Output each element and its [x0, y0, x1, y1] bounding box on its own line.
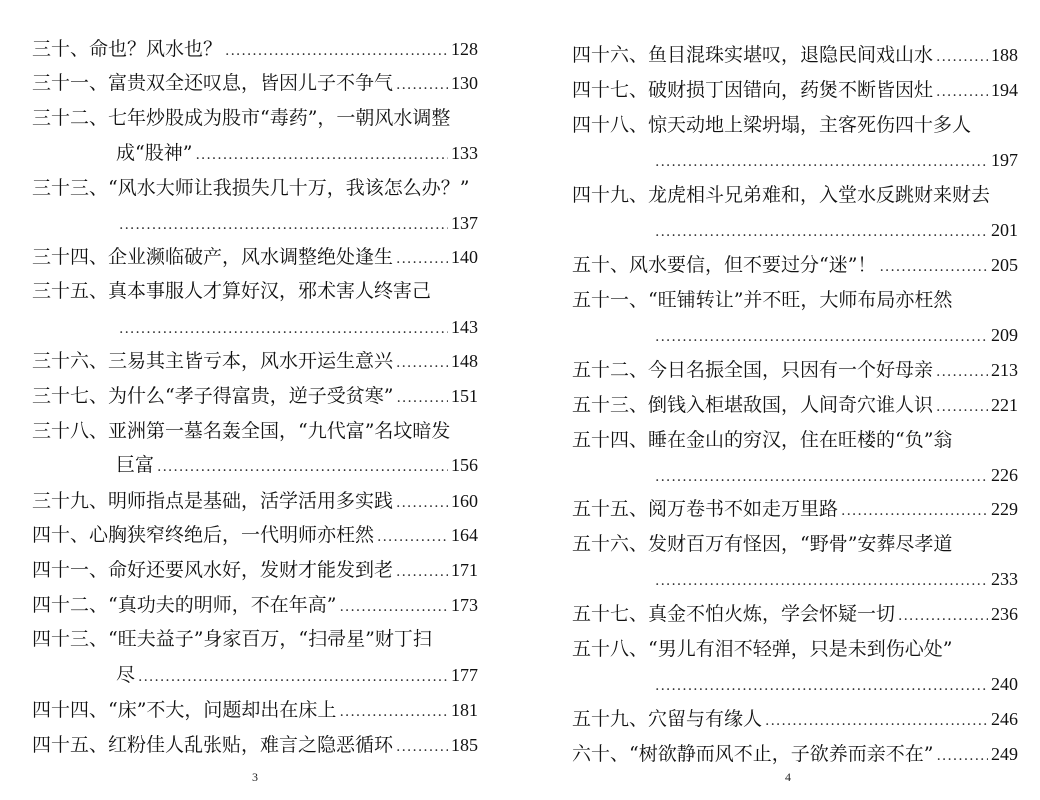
toc-entry-page: 205: [991, 255, 1018, 275]
toc-entry-title: 五十一、“旺铺转让”并不旺，大师布局亦枉然: [572, 289, 953, 311]
toc-entry-title: 四十六、鱼目混珠实堪叹，退隐民间戏山水: [572, 44, 934, 66]
dot-leader: [841, 498, 988, 524]
dot-leader: [655, 219, 988, 245]
toc-entry-title: 三十五、真本事服人才算好汉，邪术害人终害己: [32, 280, 432, 302]
dot-leader: [396, 559, 448, 585]
toc-entry-title: 五十五、阅万卷书不如走万里路: [572, 498, 839, 520]
toc-entry-title: 四十一、命好还要风水好，发财才能发到老: [32, 559, 394, 581]
dot-leader: [138, 664, 448, 690]
page-number-right: 4: [785, 770, 791, 784]
toc-entry-page: 128: [451, 39, 478, 59]
toc-entry-page: 201: [991, 220, 1018, 240]
toc-entry-title: 六十、“树欲静而风不止，子欲养而亲不在”: [572, 743, 934, 765]
dot-leader: [936, 743, 988, 769]
dot-leader: [119, 316, 448, 342]
toc-entry-page: 130: [451, 73, 478, 93]
dot-leader: [936, 79, 988, 105]
dot-leader: [339, 699, 448, 725]
dot-leader: [655, 464, 988, 490]
toc-entry-title: 四十五、红粉佳人乱张贴，难言之隐恶循环: [32, 734, 394, 756]
toc-entry-page: 194: [991, 80, 1018, 100]
toc-entry-page: 164: [451, 525, 478, 545]
toc-entry-page: 171: [451, 560, 478, 580]
dot-leader: [898, 603, 988, 629]
toc-entry-title: 四十七、破财损丁因错向，药煲不断皆因灶: [572, 79, 934, 101]
dot-leader: [396, 350, 448, 376]
toc-entry-title: 三十、命也？风水也？: [32, 38, 223, 60]
toc-entry-title: 五十八、“男儿有泪不轻弹，只是未到伤心处”: [572, 638, 953, 660]
dot-leader: [765, 708, 988, 734]
toc-entry-title: 五十四、睡在金山的穷汉，住在旺楼的“负”翁: [572, 429, 953, 451]
toc-entry-page: 213: [991, 360, 1018, 380]
dot-leader: [936, 359, 988, 385]
toc-entry-title-cont: 成“股神”: [116, 142, 193, 164]
toc-entry-title: 三十一、富贵双全还叹息，皆因儿子不争气: [32, 72, 394, 94]
toc-entry-page: 181: [451, 700, 478, 720]
right-page: [520, 0, 1040, 800]
page-number-left: 3: [252, 770, 258, 784]
toc-entry-title: 三十六、三易其主皆亏本，风水开运生意兴: [32, 350, 394, 372]
toc-entry-title: 四十三、“旺夫益子”身家百万，“扫帚星”财丁扫: [32, 628, 432, 650]
toc-entry-page: 233: [991, 569, 1018, 589]
dot-leader: [655, 568, 988, 594]
toc-entry-page: 188: [991, 45, 1018, 65]
dot-leader: [936, 394, 988, 420]
toc-entry-page: 148: [451, 351, 478, 371]
dot-leader: [157, 454, 448, 480]
toc-entry-page: 177: [451, 665, 478, 685]
toc-entry-title: 五十七、真金不怕火炼，学会怀疑一切: [572, 603, 896, 625]
dot-leader: [396, 246, 448, 272]
toc-entry-page: 137: [451, 213, 478, 233]
dot-leader: [396, 734, 448, 760]
toc-entry-page: 156: [451, 455, 478, 475]
toc-entry-title-cont: 巨富: [116, 454, 155, 476]
dot-leader: [655, 149, 988, 175]
toc-entry-title: 三十七、为什么“孝子得富贵，逆子受贫寒”: [32, 385, 394, 407]
dot-leader: [396, 490, 448, 516]
toc-entry-title: 五十、风水要信，但不要过分“迷”！: [572, 254, 877, 276]
dot-leader: [396, 72, 448, 98]
toc-entry-title: 五十二、今日名振全国，只因有一个好母亲: [572, 359, 934, 381]
toc-entry-title: 三十二、七年炒股成为股市“毒药”，一朝风水调整: [32, 107, 451, 129]
dot-leader: [655, 324, 988, 350]
dot-leader: [339, 594, 448, 620]
toc-entry-page: 249: [991, 744, 1018, 764]
toc-entry-title: 四十、心胸狭窄终绝后，一代明师亦枉然: [32, 524, 375, 546]
dot-leader: [195, 142, 448, 168]
toc-entry-page: 209: [991, 325, 1018, 345]
toc-entry-page: 221: [991, 395, 1018, 415]
toc-entry-page: 197: [991, 150, 1018, 170]
toc-entry-page: 246: [991, 709, 1018, 729]
toc-entry-title: 四十二、“真功夫的明师，不在年高”: [32, 594, 337, 616]
toc-entry-title: 四十八、惊天动地上梁坍塌，主客死伤四十多人: [572, 114, 972, 136]
toc-entry-title: 四十四、“床”不大，问题却出在床上: [32, 699, 337, 721]
toc-entry-page: 143: [451, 317, 478, 337]
toc-entry-title: 三十四、企业濒临破产，风水调整绝处逢生: [32, 246, 394, 268]
toc-entry-title: 五十六、发财百万有怪因，“野骨”安葬尽孝道: [572, 533, 953, 555]
toc-entry-title: 五十九、穴留与有缘人: [572, 708, 763, 730]
toc-entry-page: 236: [991, 604, 1018, 624]
toc-entry-page: 151: [451, 386, 478, 406]
toc-entry-page: 173: [451, 595, 478, 615]
toc-entry-page: 240: [991, 674, 1018, 694]
toc-entry-title: 三十八、亚洲第一墓名轰全国，“九代富”名坟暗发: [32, 420, 451, 442]
toc-entry-title: 四十九、龙虎相斗兄弟难和，入堂水反跳财来财去: [572, 184, 991, 206]
toc-entry-page: 185: [451, 735, 478, 755]
dot-leader: [655, 673, 988, 699]
toc-entry-title: 三十九、明师指点是基础，活学活用多实践: [32, 490, 394, 512]
toc-entry-title: 五十三、倒钱入柜堪敌国，人间奇穴谁人识: [572, 394, 934, 416]
toc-entry-title: 三十三、“风水大师让我损失几十万，我该怎么办？”: [32, 177, 470, 199]
toc-entry-page: 229: [991, 499, 1018, 519]
toc-entry-page: 140: [451, 247, 478, 267]
dot-leader: [377, 524, 448, 550]
dot-leader: [225, 38, 448, 64]
toc-entry-title-cont: 尽: [116, 664, 136, 686]
toc-entry-page: 133: [451, 143, 478, 163]
dot-leader: [936, 44, 988, 70]
toc-entry-page: 226: [991, 465, 1018, 485]
toc-entry-page: 160: [451, 491, 478, 511]
dot-leader: [119, 212, 448, 238]
dot-leader: [396, 385, 448, 411]
dot-leader: [879, 254, 988, 280]
